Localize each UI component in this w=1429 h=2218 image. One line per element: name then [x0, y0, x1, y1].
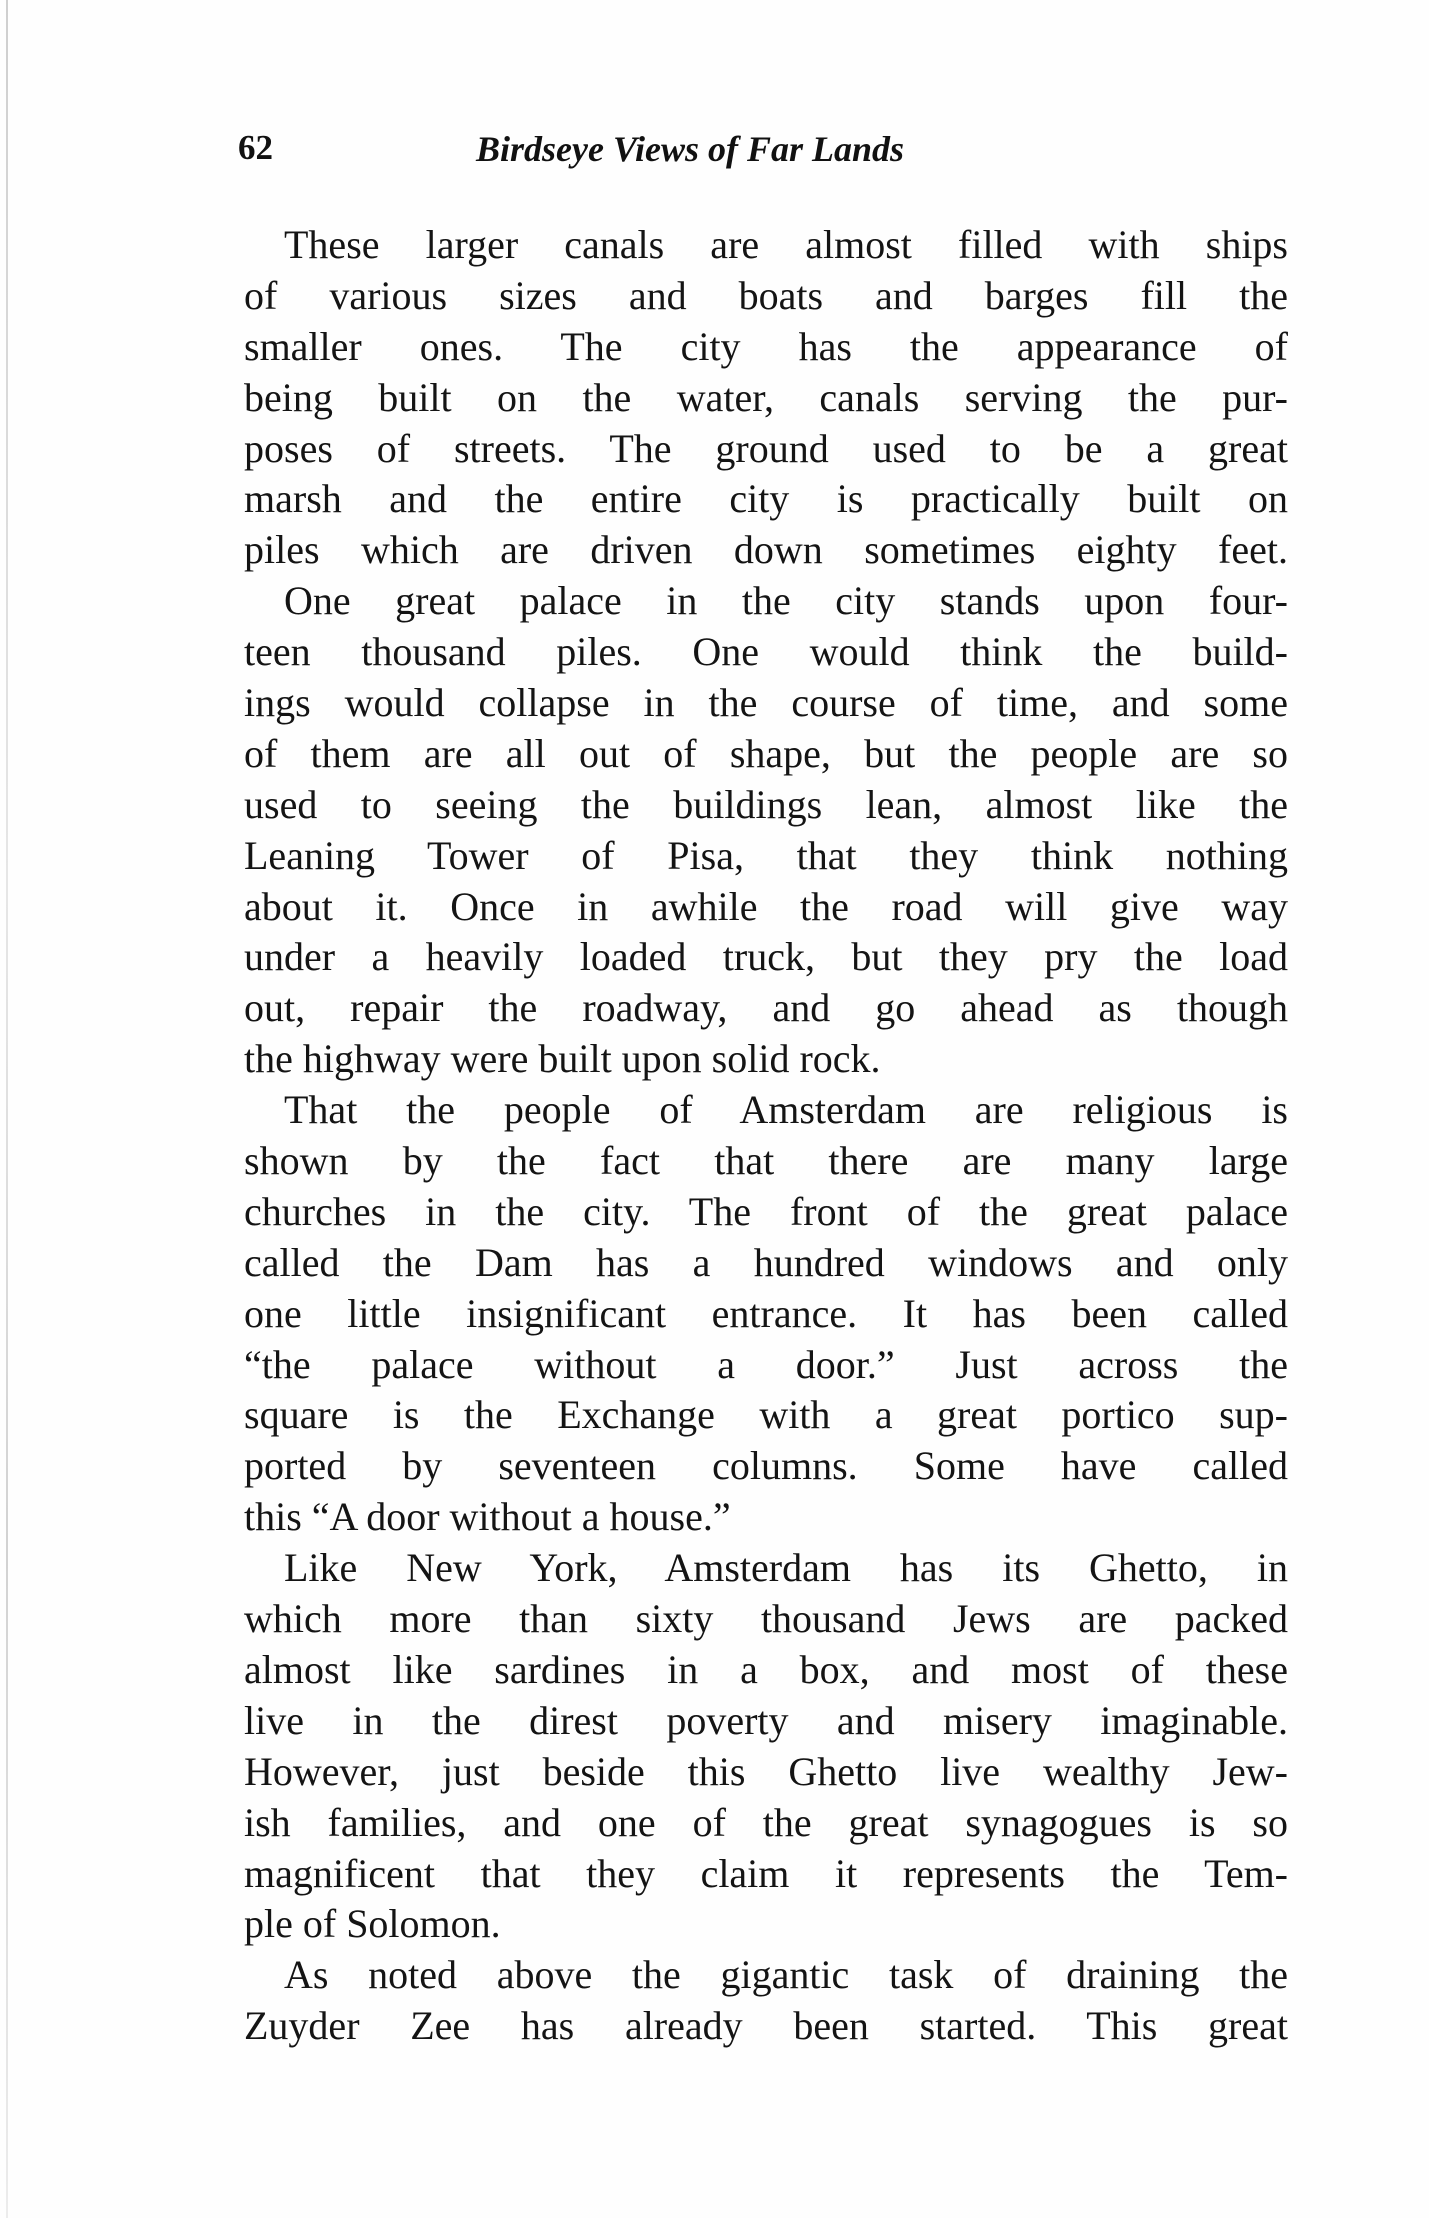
text-line: square is the Exchange with a great portico sup- [244, 1392, 1288, 1438]
running-title: Birdseye Views of Far Lands [476, 129, 905, 169]
text-line: which more than sixty thousand Jews are packed [244, 1596, 1288, 1642]
text-line: teen thousand piles. One would think the build- [244, 629, 1288, 675]
text-line: As noted above the gigantic task of draining the [284, 1952, 1288, 1998]
text-line: Leaning Tower of Pisa, that they think nothing [244, 832, 1288, 878]
text-line: almost like sardines in a box, and most of these [244, 1646, 1288, 1692]
text-line: live in the direst poverty and misery imaginable. [244, 1697, 1288, 1743]
text-line: ings would collapse in the course of time, and some [244, 680, 1288, 726]
text-line: out, repair the roadway, and go ahead as though [244, 985, 1288, 1031]
text-line: this “A door without a house.” [244, 1494, 731, 1540]
text-line: called the Dam has a hundred windows and only [244, 1239, 1288, 1285]
text-line: of various sizes and boats and barges fill the [244, 272, 1288, 318]
text-line: being built on the water, canals serving the pur- [244, 374, 1288, 420]
text-line: poses of streets. The ground used to be a great [244, 425, 1288, 471]
text-line: ported by seventeen columns. Some have called [244, 1443, 1288, 1489]
body-text [244, 220, 1288, 2052]
page-header [238, 128, 1298, 178]
text-line: One great palace in the city stands upon four- [284, 578, 1288, 624]
text-line: shown by the fact that there are many large [244, 1138, 1288, 1184]
text-line: the highway were built upon solid rock. [244, 1036, 881, 1082]
text-line: Zuyder Zee has already been started. This great [244, 2003, 1288, 2049]
text-line: about it. Once in awhile the road will give way [244, 883, 1288, 929]
text-line: “the palace without a door.” Just across the [244, 1341, 1288, 1387]
text-line: However, just beside this Ghetto live wealthy Jew- [244, 1748, 1288, 1794]
text-line: Like New York, Amsterdam has its Ghetto, in [284, 1545, 1288, 1591]
text-line: That the people of Amsterdam are religious is [284, 1087, 1288, 1133]
text-line: ple of Solomon. [244, 1901, 501, 1947]
text-line: used to seeing the buildings lean, almost like the [244, 781, 1288, 827]
text-line: These larger canals are almost filled with ships [284, 222, 1288, 267]
page-edge-line [6, 0, 8, 2218]
text-line: ish families, and one of the great synagogues is so [244, 1799, 1288, 1845]
text-line: piles which are driven down sometimes eighty feet. [244, 527, 1288, 573]
text-line: under a heavily loaded truck, but they pry the load [244, 934, 1288, 980]
text-line: marsh and the entire city is practically built on [244, 476, 1288, 522]
text-line: one little insignificant entrance. It has been called [244, 1290, 1288, 1336]
text-line: magnificent that they claim it represents the Tem- [244, 1850, 1288, 1896]
text-line: smaller ones. The city has the appearance of [244, 323, 1288, 369]
page-number: 62 [238, 128, 273, 167]
text-line: of them are all out of shape, but the people are so [244, 730, 1288, 776]
text-line: churches in the city. The front of the great palace [244, 1188, 1288, 1234]
